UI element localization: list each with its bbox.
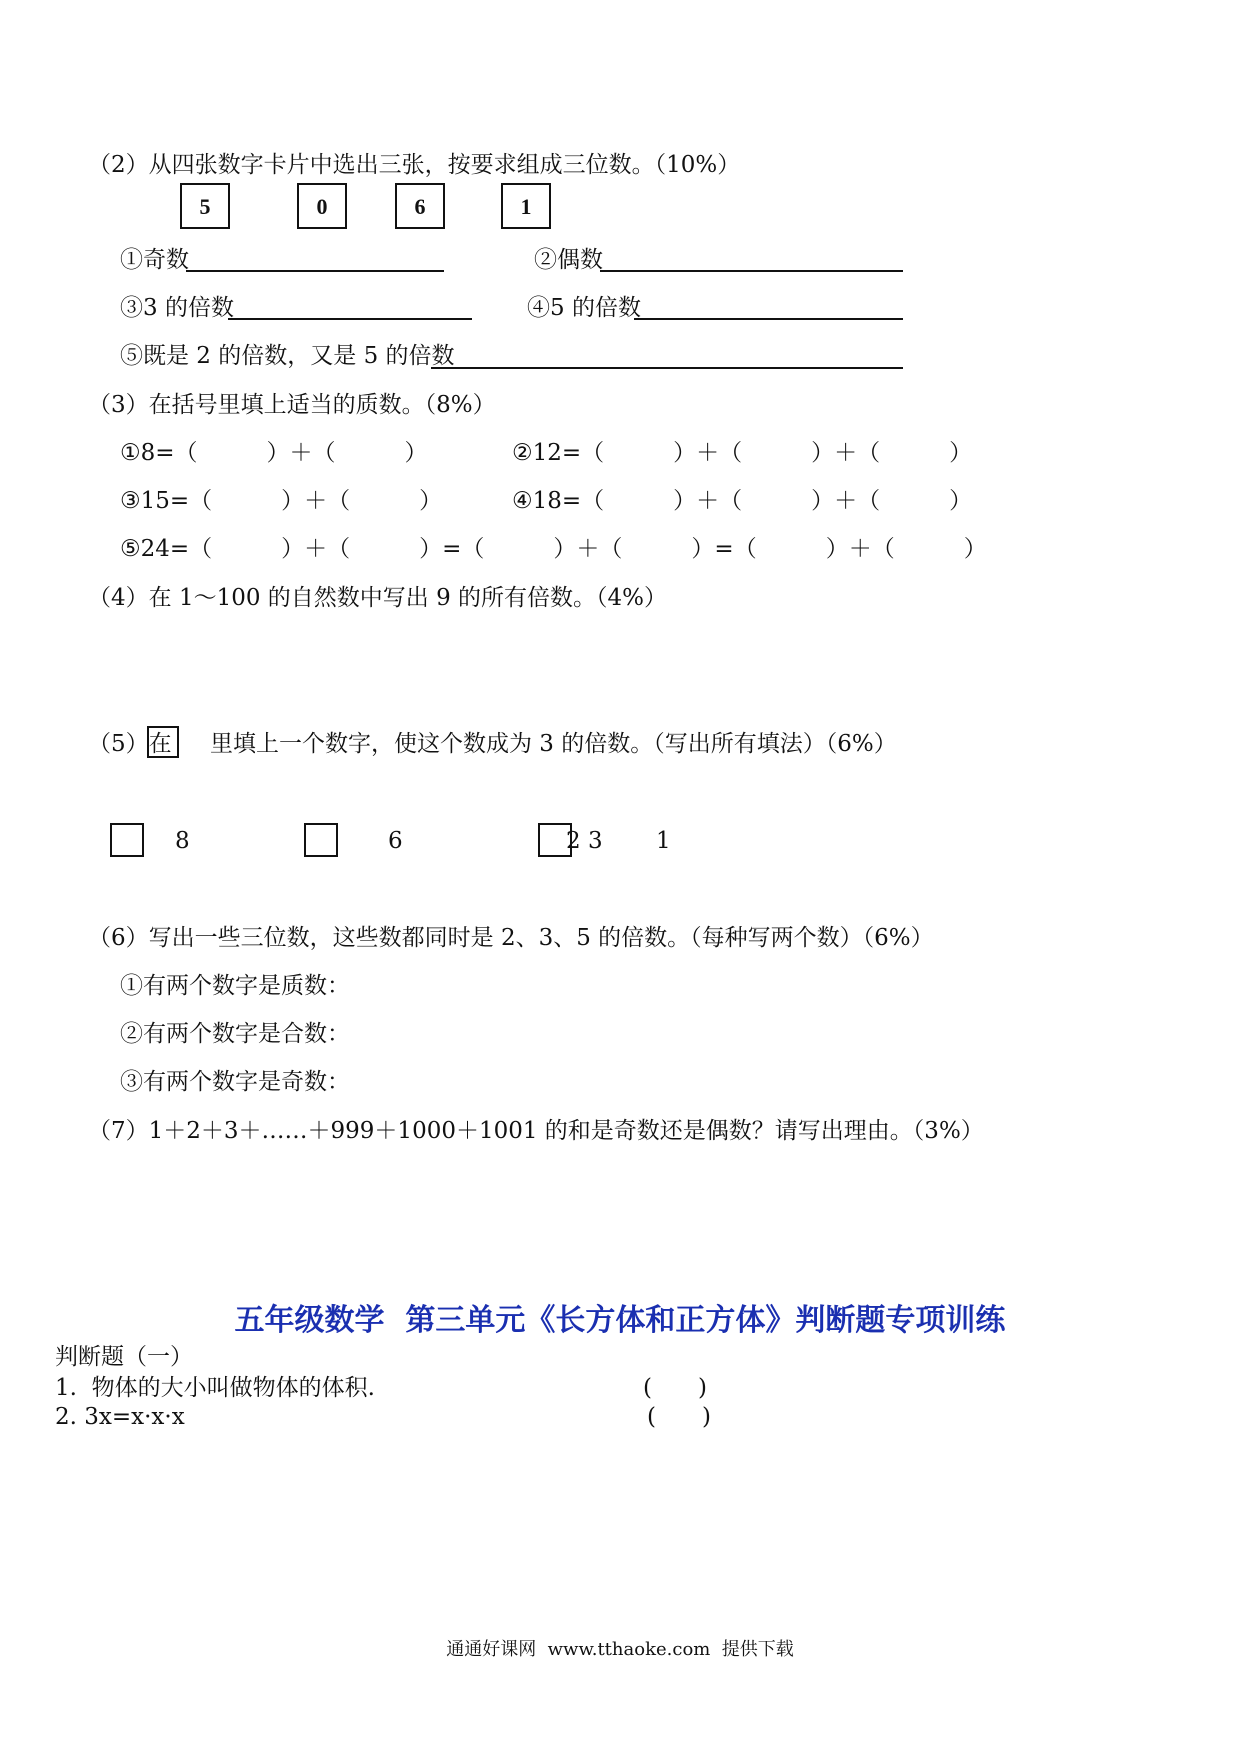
q2-item-odd: ①奇数 [120, 247, 189, 273]
section-subtitle: 判断题（一） [55, 1344, 193, 1370]
fill-box[interactable] [110, 823, 144, 857]
footer-credit: 通通好课网 www.tthaoke.com 提供下载 [446, 1639, 794, 1660]
fill-box[interactable] [304, 823, 338, 857]
judge-item-2: 2. 3x=x·x·x [55, 1404, 185, 1430]
answer-line[interactable] [186, 270, 444, 272]
judge-answer-2[interactable]: ( ) [647, 1404, 711, 1430]
q7-title: （7）1＋2＋3＋……＋999＋1000＋1001 的和是奇数还是偶数？请写出理由。（3%） [88, 1118, 984, 1144]
q5-number: 2 3 [566, 828, 603, 854]
answer-line[interactable] [228, 318, 472, 320]
judge-item-1: 1. 物体的大小叫做物体的体积. [55, 1375, 375, 1401]
q5-number: 6 [388, 828, 403, 854]
q4-title: （4）在 1～100 的自然数中写出 9 的所有倍数。（4%） [88, 585, 668, 611]
section-title: 五年级数学 第三单元《长方体和正方体》判断题专项训练 [234, 1303, 1006, 1338]
digit-card: 0 [297, 183, 347, 229]
q6-item: ②有两个数字是合数： [120, 1021, 350, 1047]
judge-answer-1[interactable]: ( ) [643, 1375, 707, 1401]
q2-item-mult3: ③3 的倍数 [120, 295, 234, 321]
q3-row2-left: ③15=（ ）＋（ ） [120, 488, 443, 514]
q6-title: （6）写出一些三位数，这些数都同时是 2、3、5 的倍数。（每种写两个数）（6%） [88, 925, 934, 951]
digit-card: 6 [395, 183, 445, 229]
q2-item-even: ②偶数 [534, 247, 603, 273]
q3-row2-right: ④18=（ ）＋（ ）＋（ ） [512, 488, 973, 514]
q3-row1-left: ①8=（ ）＋（ ） [120, 440, 428, 466]
q6-item: ①有两个数字是质数： [120, 973, 350, 999]
q6-item: ③有两个数字是奇数： [120, 1069, 350, 1095]
digit-card: 5 [180, 183, 230, 229]
q3-row3: ⑤24=（ ）＋（ ）=（ ）＋（ ）=（ ）＋（ ） [120, 536, 987, 562]
digit-card: 1 [501, 183, 551, 229]
q3-row1-right: ②12=（ ）＋（ ）＋（ ） [512, 440, 973, 466]
q3-title: （3）在括号里填上适当的质数。（8%） [88, 392, 496, 418]
blank-box [147, 726, 179, 758]
answer-line[interactable] [431, 367, 903, 369]
q2-title: （2）从四张数字卡片中选出三张，按要求组成三位数。（10%） [88, 152, 741, 178]
q5-suffix: 里填上一个数字，使这个数成为 3 的倍数。（写出所有填法）（6%） [210, 731, 897, 757]
answer-line[interactable] [600, 270, 903, 272]
q5-number: 1 [656, 828, 671, 854]
q5-number: 8 [175, 828, 190, 854]
answer-line[interactable] [634, 318, 903, 320]
q2-item-mult5: ④5 的倍数 [527, 295, 641, 321]
q5-prefix: （5）在 [88, 731, 172, 757]
q2-item-mult2-5: ⑤既是 2 的倍数，又是 5 的倍数 [120, 343, 455, 369]
